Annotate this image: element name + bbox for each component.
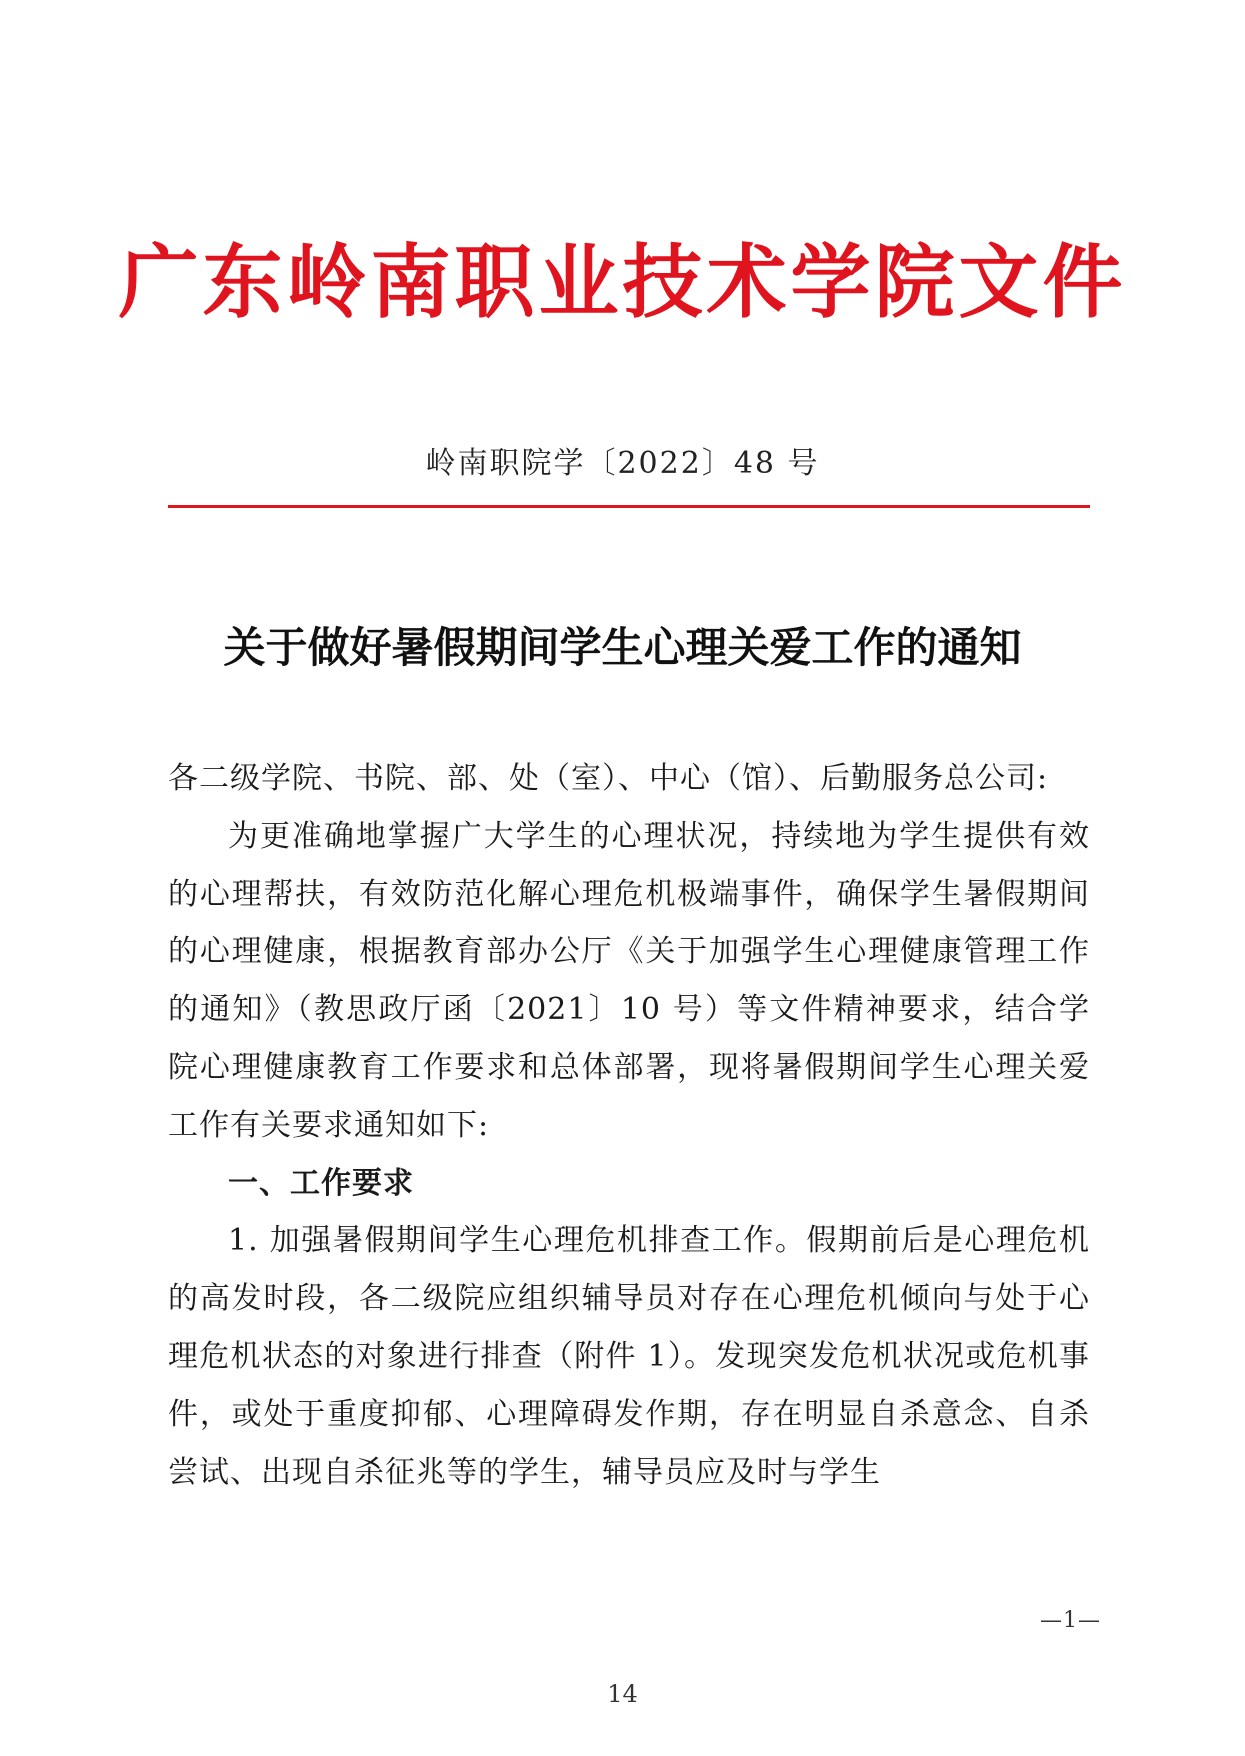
sheet-number: 14 [607,1680,638,1708]
document-header-title: 广东岭南职业技术学院文件 [118,235,1127,329]
addressee-line: 各二级学院、书院、部、处（室）、中心（馆）、后勤服务总公司: [168,761,1049,796]
section-heading-1: 一、工作要求 [228,1165,414,1201]
red-divider-line [168,505,1090,508]
document-number: 岭南职院学〔2022〕48 号 [425,446,820,481]
body-paragraph-2: 1. 加强暑假期间学生心理危机排查工作。假期前后是心理危机的高发时段，各二级院应组织辅导员对存在心理危机倾向与处于心理危机状态的对象进行排查（附件 1）。发现突发危机状况或危机事件，或处于重度抑郁、心理障碍发作期，存在明显自杀意念、自杀尝试、出现自杀征兆等的学生，辅导员应及时与学生 [168,1223,1090,1490]
body-paragraph-1: 为更准确地掌握广大学生的心理状况，持续地为学生提供有效的心理帮扶，有效防范化解心理危机极端事件，确保学生暑假期间的心理健康，根据教育部办公厅《关于加强学生心理健康管理工作的通知》（教思政厅函〔2021〕10 号）等文件精神要求，结合学院心理健康教育工作要求和总体部署，现将暑假期间学生心理关爱工作有关要求通知如下: [168,818,1090,1143]
notice-title: 关于做好暑假期间学生心理关爱工作的通知 [223,623,1022,672]
notice-body [168,750,1090,1501]
page-marker: —1— [1040,1608,1101,1633]
